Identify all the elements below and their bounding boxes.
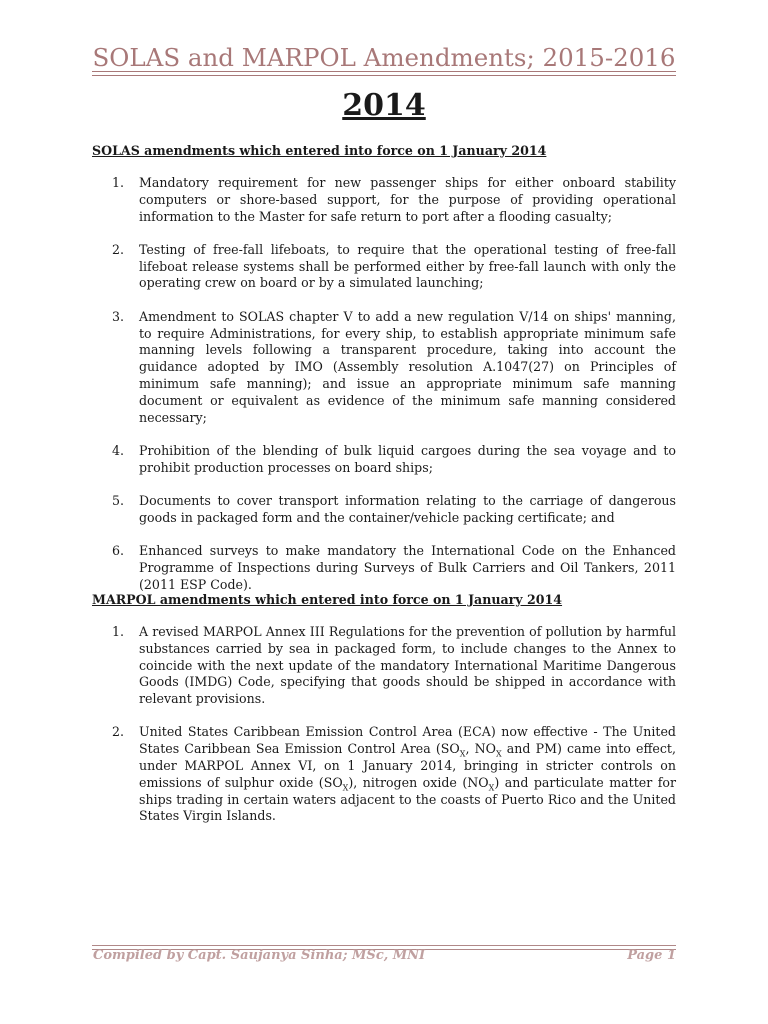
list-item-text-part: ) and particulate matter for ships trading in certain waters adjacent to the coasts of Puerto Rico and the United States Virgin Islands. <box>139 774 676 824</box>
footer-rule <box>92 945 676 946</box>
list-item <box>92 175 676 225</box>
solas-amendments-list <box>92 175 676 593</box>
list-item-number: 2. <box>112 724 125 740</box>
list-item <box>92 543 676 593</box>
marpol-section-heading: MARPOL amendments which entered into force on 1 January 2014 <box>92 592 563 607</box>
list-item-text-part: and PM) came into effect, under MARPOL Annex VI, on 1 January 2014, bringing in stricter controls on emissions of sulphur oxide (SO <box>139 741 676 790</box>
list-item-text: Prohibition of the blending of bulk liquid cargoes during the sea voyage and to prohibit production processes on board ships; <box>139 442 676 475</box>
list-item-number: 1. <box>112 624 125 639</box>
header-rule-secondary <box>92 75 676 76</box>
list-item <box>92 493 676 527</box>
list-item-text: Amendment to SOLAS chapter V to add a new regulation V/14 on ships' manning, to require Administrations, for every ship, to establish appropriate minimum safe manning levels following a transparent procedure, taking into account the guidance adopted by IMO (Assembly resolution A.1047(27) on Principles of minimum safe manning); and issue an appropriate minimum safe manning document or equivalent as evidence of the minimum safe manning considered necessary; <box>139 308 676 425</box>
list-item <box>92 242 676 292</box>
list-item-text: Testing of free-fall lifeboats, to require that the operational testing of free-fall lifeboat release systems shall be performed either by free-fall launch with only the operating crew on board or by a simulated launching; <box>139 241 676 291</box>
footer-compiler-credit: Compiled by Capt. Saujanya Sinha; MSc, MNI <box>93 948 426 963</box>
list-item-text: Enhanced surveys to make mandatory the International Code on the Enhanced Programme of Inspections during Surveys of Bulk Carriers and Oil Tankers, 2011 (2011 ESP Code). <box>139 543 676 592</box>
list-item-text-part: , NO <box>465 741 496 757</box>
list-item-text-part: United States Caribbean Emission Control Area (ECA) now effective - The United States Caribbean Sea Emission Control Area (SO <box>139 724 676 757</box>
marpol-amendments-list <box>92 624 676 825</box>
list-item-number: 4. <box>112 442 125 458</box>
list-item <box>92 309 676 427</box>
document-header-title: SOLAS and MARPOL Amendments; 2015-2016 <box>92 43 676 72</box>
header-rule <box>92 71 676 72</box>
list-item-number: 3. <box>112 308 125 324</box>
list-item <box>92 724 676 825</box>
list-item-number: 2. <box>112 241 125 257</box>
list-item-text-part: ), nitrogen oxide (NO <box>348 774 489 790</box>
list-item-text: Documents to cover transport information relating to the carriage of dangerous goods in packaged form and the container/vehicle packing certificate; and <box>139 492 676 525</box>
list-item <box>92 624 676 708</box>
list-item-text: Mandatory requirement for new passenger ships for either onboard stability computers or shore-based support, for the purpose of providing operational information to the Master for safe return to port after a flooding casualty; <box>139 175 676 224</box>
list-item-number: 6. <box>112 543 125 559</box>
subscript-x: X <box>488 783 495 793</box>
list-item-number: 1. <box>112 175 125 190</box>
footer-page-number: Page 1 <box>627 948 676 963</box>
subscript-x: X <box>342 783 349 793</box>
list-item-number: 5. <box>112 492 125 508</box>
subscript-x: X <box>459 749 466 759</box>
list-item <box>92 443 676 477</box>
solas-section-heading: SOLAS amendments which entered into force on 1 January 2014 <box>92 143 547 158</box>
page-heading-year: 2014 <box>342 88 426 123</box>
subscript-x: X <box>495 749 502 759</box>
list-item-text: A revised MARPOL Annex III Regulations for the prevention of pollution by harmful substances carried by sea in packaged form, to include changes to the Annex to coincide with the next update of the mandatory International Maritime Dangerous Goods (IMDG) Code, specifying that goods should be shipped in accordance with relevant provisions. <box>139 624 676 707</box>
